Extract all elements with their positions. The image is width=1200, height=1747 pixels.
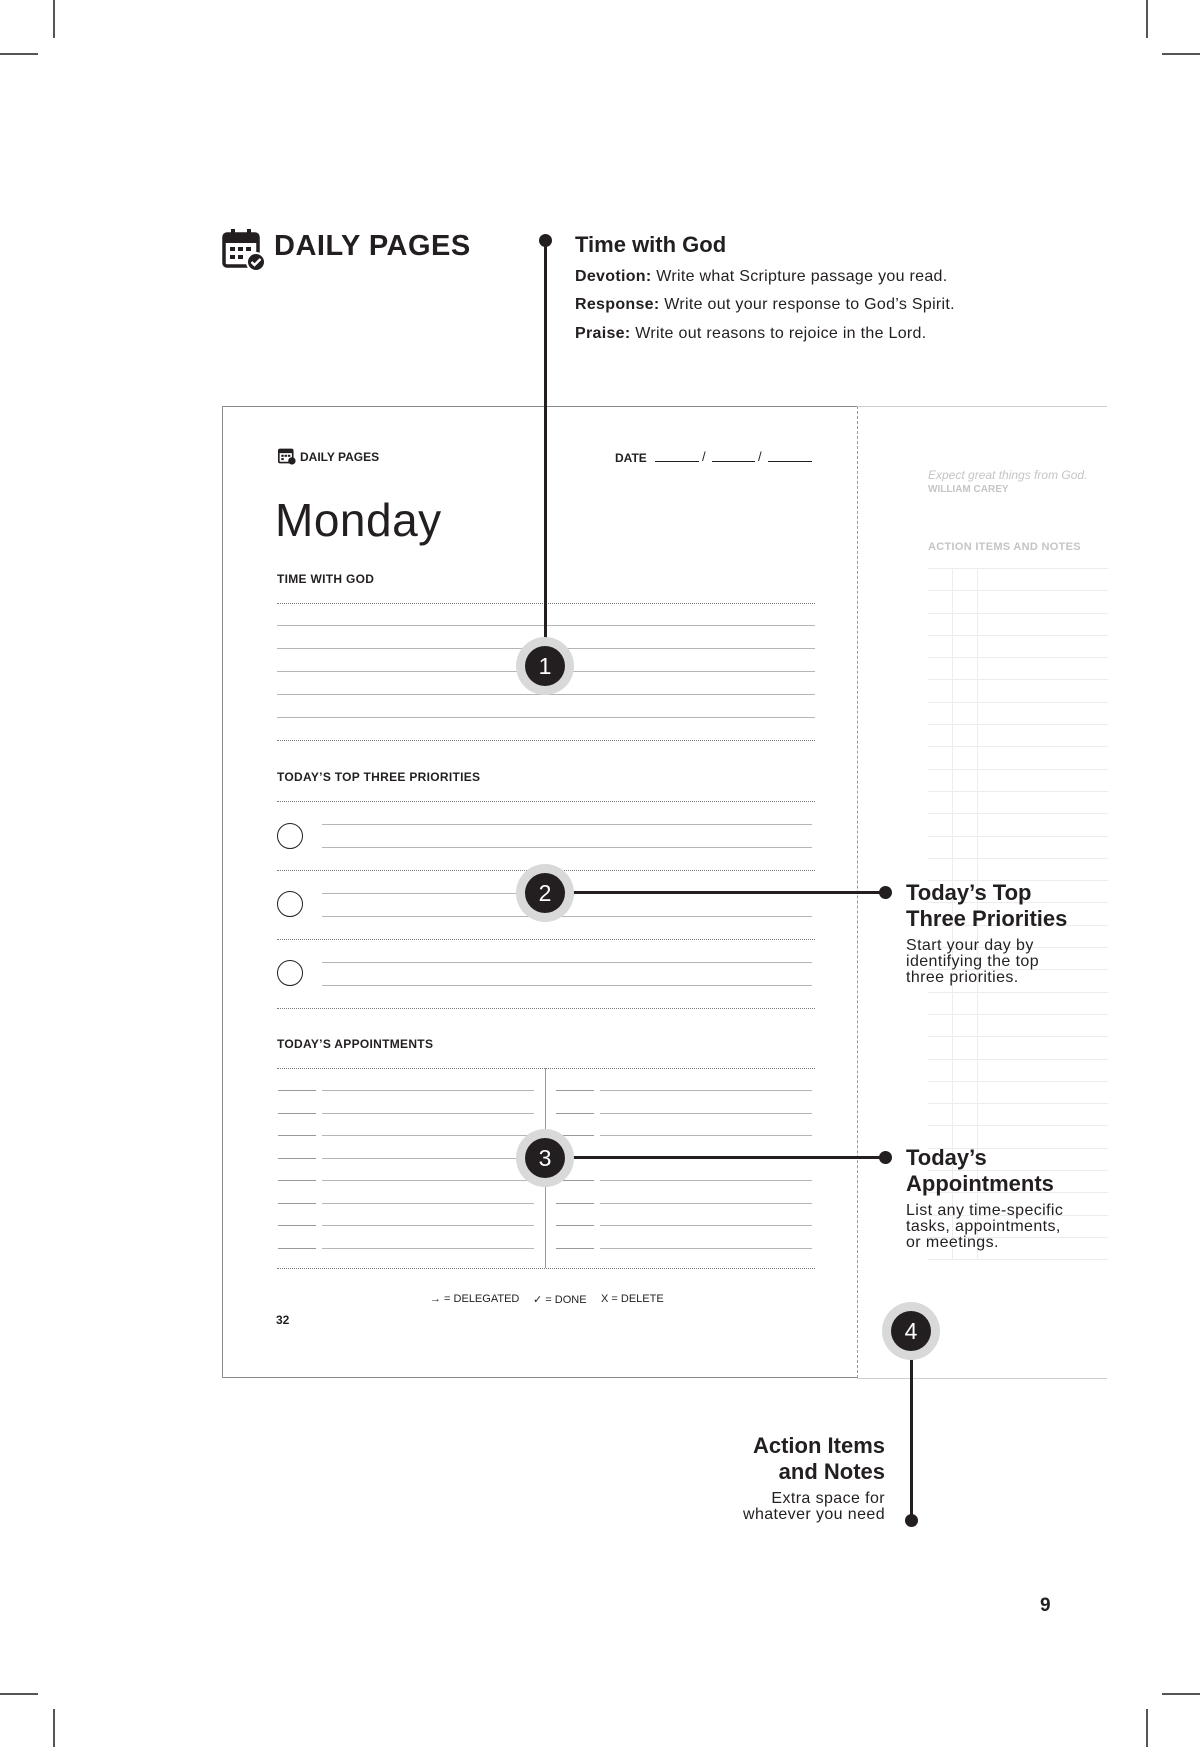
legend-delegated: → = DELEGATED [430,1293,520,1305]
facing-grid-line [928,1036,1108,1037]
callout-body: or meetings. [906,1234,999,1251]
appointment-line [322,1225,534,1226]
appointment-line [600,1203,812,1204]
dotted-rule [277,1068,815,1069]
appointment-line [322,1113,534,1114]
callout-endpoint-dot [905,1514,918,1527]
time-blank [278,1113,316,1114]
time-blank [278,1158,316,1159]
time-blank [278,1203,316,1204]
facing-page-action-label: ACTION ITEMS AND NOTES [928,541,1081,553]
callout-badge-3: 3 [525,1138,565,1178]
date-separator: / [702,449,706,464]
callout-body: tasks, appointments, [906,1218,1061,1235]
facing-grid-line [928,590,1108,591]
writing-line [322,985,812,986]
date-separator: / [758,449,762,464]
callout-body: Extra space for [771,1490,885,1507]
callout-body: three priorities. [906,969,1019,986]
appointment-line [322,1158,534,1159]
appointments-label: TODAY’S APPOINTMENTS [277,1037,434,1051]
facing-grid-line [928,635,1108,636]
date-blank-month[interactable] [655,461,699,462]
writing-line [322,824,812,825]
writing-line [322,916,812,917]
callout-title: Today’s Top [906,880,1032,905]
dotted-rule [277,801,815,802]
callout-endpoint-dot [879,1151,892,1164]
crop-mark [1146,1709,1148,1747]
response-label: Response: [575,296,660,313]
facing-grid-line [928,724,1108,725]
crop-mark [53,1709,55,1747]
callout-title: Action Items [752,1433,885,1458]
praise-label: Praise: [575,325,631,342]
action-items-callout [680,1433,885,1523]
callout-badge-2: 2 [525,873,565,913]
day-heading: Monday [275,494,442,546]
date-blank-year[interactable] [768,461,812,462]
priority-checkbox[interactable] [277,823,303,849]
time-blank [556,1203,594,1204]
facing-page-quote-author: WILLIAM CAREY [928,484,1009,495]
facing-grid-line [928,858,1108,859]
facing-grid-line [928,657,1108,658]
crop-mark [0,53,38,55]
facing-grid-line [928,1103,1108,1104]
appointment-line [322,1135,534,1136]
facing-grid-line [928,1081,1108,1082]
time-blank [278,1180,316,1181]
legend-delete: X = DELETE [601,1293,664,1305]
facing-grid-line [928,791,1108,792]
callout-title: Today’s [906,1145,987,1170]
time-blank [556,1090,594,1091]
facing-grid-line [928,746,1108,747]
callout-body: Start your day by [906,937,1034,954]
time-blank [556,1248,594,1249]
page-header-title: DAILY PAGES [274,230,471,262]
facing-grid-line [928,1059,1108,1060]
callout-title: and Notes [778,1459,885,1484]
appointment-line [322,1248,534,1249]
callout-body: whatever you need [742,1506,885,1523]
praise-text: Write out reasons to rejoice in the Lord. [635,325,927,342]
calendar-check-icon [222,228,266,272]
callout-line-2 [545,891,885,894]
priority-checkbox[interactable] [277,960,303,986]
appointment-line [600,1248,812,1249]
appointment-line [322,1203,534,1204]
time-blank [278,1090,316,1091]
time-blank [278,1248,316,1249]
time-with-god-label: TIME WITH GOD [277,572,375,586]
facing-grid-line [928,702,1108,703]
writing-line [322,847,812,848]
page-number: 9 [1040,1595,1051,1616]
priorities-label: TODAY’S TOP THREE PRIORITIES [277,770,481,784]
appointment-line [322,1090,534,1091]
time-blank [556,1225,594,1226]
response-line [575,296,955,314]
legend-done: ✓ = DONE [533,1294,587,1306]
facing-grid-line [928,836,1108,837]
time-with-god-title: Time with God [575,232,727,257]
writing-line [277,717,815,718]
devotion-text: Write what Scripture passage you read. [656,268,948,285]
priorities-callout [906,880,1067,986]
callout-line-3 [545,1156,885,1159]
callout-badge-1: 1 [525,646,565,686]
devotion-label: Devotion: [575,268,652,285]
time-blank [556,1113,594,1114]
callout-line-1 [544,240,547,666]
facing-page-quote: Expect great things from God. [928,468,1088,482]
appointments-callout [906,1145,1063,1251]
date-blank-day[interactable] [712,461,755,462]
crop-mark [1162,1693,1200,1695]
time-blank [278,1135,316,1136]
planner-page-number: 32 [276,1313,290,1327]
appointment-line [322,1180,534,1181]
praise-line [575,325,926,343]
priority-checkbox[interactable] [277,891,303,917]
facing-grid-line [928,813,1108,814]
callout-endpoint-dot [879,886,892,899]
facing-grid-line [928,679,1108,680]
calendar-check-icon [278,447,296,465]
facing-grid-line [928,568,1108,569]
response-text: Write out your response to God’s Spirit. [664,296,955,313]
crop-mark [53,0,55,38]
appointment-line [600,1180,812,1181]
writing-line [322,962,812,963]
facing-grid-line [928,1014,1108,1015]
callout-title: Appointments [906,1171,1054,1196]
dotted-rule [277,1008,815,1009]
date-label: DATE [615,451,647,465]
facing-grid-line [928,769,1108,770]
dotted-rule [277,1268,815,1269]
facing-page-top-edge [857,406,1107,407]
planner-section-title: DAILY PAGES [300,450,380,464]
facing-grid-line [928,992,1108,993]
time-blank [278,1225,316,1226]
appointment-line [600,1225,812,1226]
dotted-rule [277,740,815,741]
facing-page-bottom-edge [857,1378,1107,1379]
appointment-line [600,1090,812,1091]
facing-grid-line [928,613,1108,614]
devotion-line [575,268,947,286]
callout-title: Three Priorities [906,906,1068,931]
callout-line-4 [910,1332,913,1520]
callout-body: List any time-specific [906,1202,1064,1219]
facing-grid-line [928,1125,1108,1126]
crop-mark [0,1693,38,1695]
appointment-line [600,1113,812,1114]
callout-body: identifying the top [906,953,1040,970]
crop-mark [1146,0,1148,38]
dotted-rule [277,939,815,940]
appointment-line [600,1135,812,1136]
facing-grid-line [928,1259,1108,1260]
crop-mark [1162,53,1200,55]
callout-badge-4: 4 [891,1311,931,1351]
